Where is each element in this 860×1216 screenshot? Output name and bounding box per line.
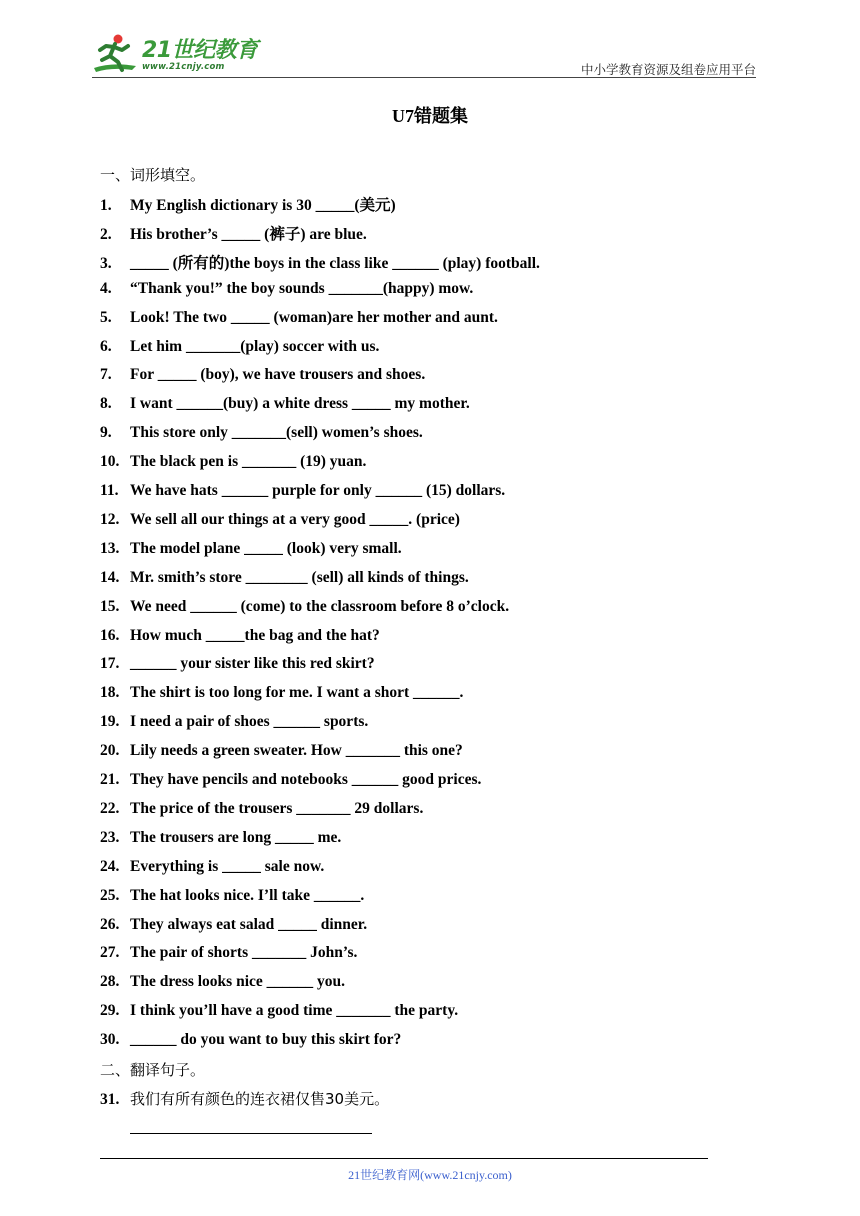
question-text: The dress looks nice ______ you. — [130, 973, 346, 991]
question-text: _____ (所有的)the boys in the class like ______ (play) football. — [130, 254, 540, 272]
question-text: The black pen is _______ (19) yuan. — [130, 453, 367, 471]
footer-divider — [100, 1158, 708, 1159]
question-item — [100, 655, 375, 673]
question-text: Mr. smith’s store ________ (sell) all kinds of things. — [130, 568, 469, 586]
question-number: 18. — [100, 684, 120, 702]
question-item — [100, 424, 423, 442]
question-item — [100, 973, 345, 991]
question-item — [100, 222, 367, 244]
question-number: 15. — [100, 597, 120, 615]
question-number: 22. — [100, 799, 120, 817]
question-text: The shirt is too long for me. I want a short ______. — [130, 684, 464, 702]
question-number: 23. — [100, 828, 120, 846]
question-number: 17. — [100, 655, 120, 673]
question-item — [100, 1002, 458, 1020]
question-text: I need a pair of shoes ______ sports. — [130, 713, 369, 731]
question-number: 19. — [100, 713, 120, 731]
page-title: U7错题集 — [392, 106, 468, 126]
question-item — [100, 627, 380, 645]
footer-link[interactable]: 21世纪教育网(www.21cnjy.com) — [348, 1168, 512, 1182]
question-number: 11. — [100, 482, 119, 499]
platform-name: 中小学教育资源及组卷应用平台 — [580, 62, 756, 77]
question-text: This store only _______(sell) women’s shoes. — [130, 424, 423, 442]
question-item — [100, 453, 366, 471]
question-text: I think you’ll have a good time _______ the party. — [130, 1002, 459, 1020]
question-item — [100, 309, 498, 327]
question-text: The model plane _____ (look) very small. — [130, 539, 402, 557]
question-text: The pair of shorts _______ John’s. — [130, 944, 358, 962]
answer-line[interactable] — [130, 1133, 372, 1134]
question-number: 2. — [100, 225, 112, 243]
question-text: We need ______ (come) to the classroom before 8 o’clock. — [130, 597, 510, 615]
question-item — [100, 887, 364, 905]
question-item — [100, 482, 505, 500]
question-number: 20. — [100, 742, 120, 760]
question-number: 29. — [100, 1002, 120, 1020]
question-text: They have pencils and notebooks ______ good prices. — [130, 771, 482, 788]
question-text: My English dictionary is 30 _____(美元) — [130, 197, 396, 214]
question-number: 31. — [100, 1091, 120, 1108]
question-text: Lily needs a green sweater. How _______ this one? — [130, 742, 463, 760]
question-item — [100, 366, 425, 384]
question-number: 27. — [100, 944, 120, 962]
question-number: 5. — [100, 308, 112, 326]
question-text: For _____ (boy), we have trousers and shoes. — [130, 366, 426, 384]
question-text: They always eat salad _____ dinner. — [130, 915, 368, 933]
question-number: 6. — [100, 337, 112, 355]
question-number: 3. — [100, 254, 112, 272]
question-number: 7. — [100, 366, 112, 384]
question-number: 21. — [100, 771, 120, 788]
question-item — [100, 598, 509, 616]
runner-logo-icon — [92, 32, 138, 76]
question-number: 16. — [100, 626, 120, 644]
question-text: His brother’s _____ (裤子) are blue. — [130, 225, 367, 243]
question-number: 28. — [100, 973, 120, 991]
question-text: Everything is _____ sale now. — [130, 857, 325, 875]
question-text: ______ your sister like this red skirt? — [130, 655, 375, 673]
question-item — [100, 1088, 389, 1109]
question-number: 25. — [100, 886, 120, 904]
question-item — [100, 1031, 401, 1049]
question-text: We sell all our things at a very good _____. (price) — [130, 510, 460, 528]
page-header — [92, 30, 756, 80]
question-text: The price of the trousers _______ 29 dollars. — [130, 799, 424, 817]
question-number: 8. — [100, 395, 112, 413]
question-item — [100, 540, 402, 558]
question-text: ______ do you want to buy this skirt for? — [130, 1031, 402, 1049]
question-item — [100, 251, 540, 273]
question-item — [100, 713, 368, 731]
question-number: 12. — [100, 510, 120, 528]
question-item — [100, 684, 463, 702]
question-number: 26. — [100, 915, 120, 933]
header-divider — [92, 77, 756, 78]
question-item — [100, 511, 460, 529]
section-heading-2: 二、翻译句子。 — [100, 1061, 206, 1079]
question-text: Look! The two _____ (woman)are her mother and aunt. — [130, 308, 498, 326]
question-text: How much _____the bag and the hat? — [130, 626, 380, 644]
question-item — [100, 742, 463, 760]
question-number: 30. — [100, 1031, 120, 1049]
question-number: 9. — [100, 424, 112, 442]
question-item — [100, 800, 423, 818]
question-item — [100, 829, 341, 847]
question-number: 4. — [100, 279, 112, 297]
question-item — [100, 338, 379, 356]
logo-brand: 21世纪教育 — [142, 38, 258, 63]
question-text: “Thank you!” the boy sounds _______(happy) mow. — [130, 279, 474, 297]
question-number: 24. — [100, 857, 120, 875]
logo[interactable] — [92, 32, 258, 76]
question-item — [100, 858, 324, 876]
question-number: 13. — [100, 539, 120, 557]
question-item — [100, 569, 469, 587]
question-text: Let him _______(play) soccer with us. — [130, 337, 380, 355]
question-text: We have hats ______ purple for only ______ (15) dollars. — [130, 482, 506, 499]
question-item — [100, 944, 357, 962]
question-text: The hat looks nice. I’ll take ______. — [130, 886, 365, 904]
question-text: 我们有所有颜色的连衣裙仅售30美元。 — [130, 1090, 390, 1108]
section-heading-1: 一、词形填空。 — [100, 166, 206, 184]
question-text: The trousers are long _____ me. — [130, 828, 342, 846]
question-item — [100, 280, 473, 298]
logo-url: www.21cnjy.com — [142, 62, 225, 72]
question-item — [100, 193, 396, 215]
question-item — [100, 771, 481, 789]
question-number: 1. — [100, 197, 112, 214]
question-number: 14. — [100, 568, 120, 586]
question-item — [100, 395, 470, 413]
question-item — [100, 916, 367, 934]
question-text: I want ______(buy) a white dress _____ my mother. — [130, 395, 470, 413]
question-number: 10. — [100, 453, 120, 471]
